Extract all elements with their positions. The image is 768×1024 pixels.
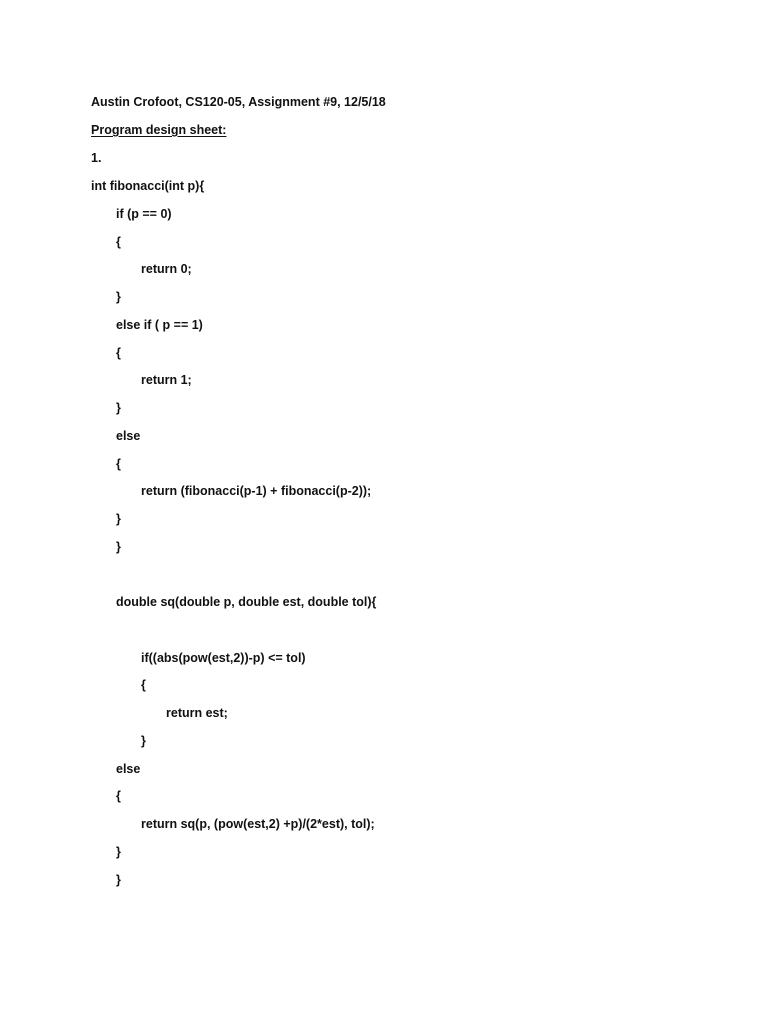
code-line: return (fibonacci(p-1) + fibonacci(p-2)); [141, 484, 372, 498]
item-number: 1. [91, 151, 102, 165]
code-line: return 0; [141, 262, 192, 276]
code-line: { [116, 457, 121, 471]
code-line: { [141, 678, 146, 692]
document-title: Austin Crofoot, CS120-05, Assignment #9, 12/5/18 [91, 95, 386, 109]
code-line: } [141, 734, 146, 748]
code-line: return 1; [141, 373, 192, 387]
code-line: double sq(double p, double est, double tol){ [116, 595, 377, 609]
code-line: else if ( p == 1) [116, 318, 203, 332]
code-line: else [116, 429, 141, 443]
code-line: } [116, 873, 121, 887]
code-line: } [116, 512, 121, 526]
code-line: if((abs(pow(est,2))-p) <= tol) [141, 651, 306, 665]
code-line: } [116, 540, 121, 554]
code-line: } [116, 845, 121, 859]
code-line: int fibonacci(int p){ [91, 179, 205, 193]
code-line: { [116, 789, 121, 803]
code-line: } [116, 290, 121, 304]
code-line: return sq(p, (pow(est,2) +p)/(2*est), tol); [141, 817, 375, 831]
code-line: else [116, 762, 141, 776]
code-line: } [116, 401, 121, 415]
code-line: if (p == 0) [116, 207, 172, 221]
section-heading: Program design sheet: [91, 123, 227, 137]
code-line: return est; [166, 706, 228, 720]
code-line: { [116, 235, 121, 249]
code-line: { [116, 346, 121, 360]
